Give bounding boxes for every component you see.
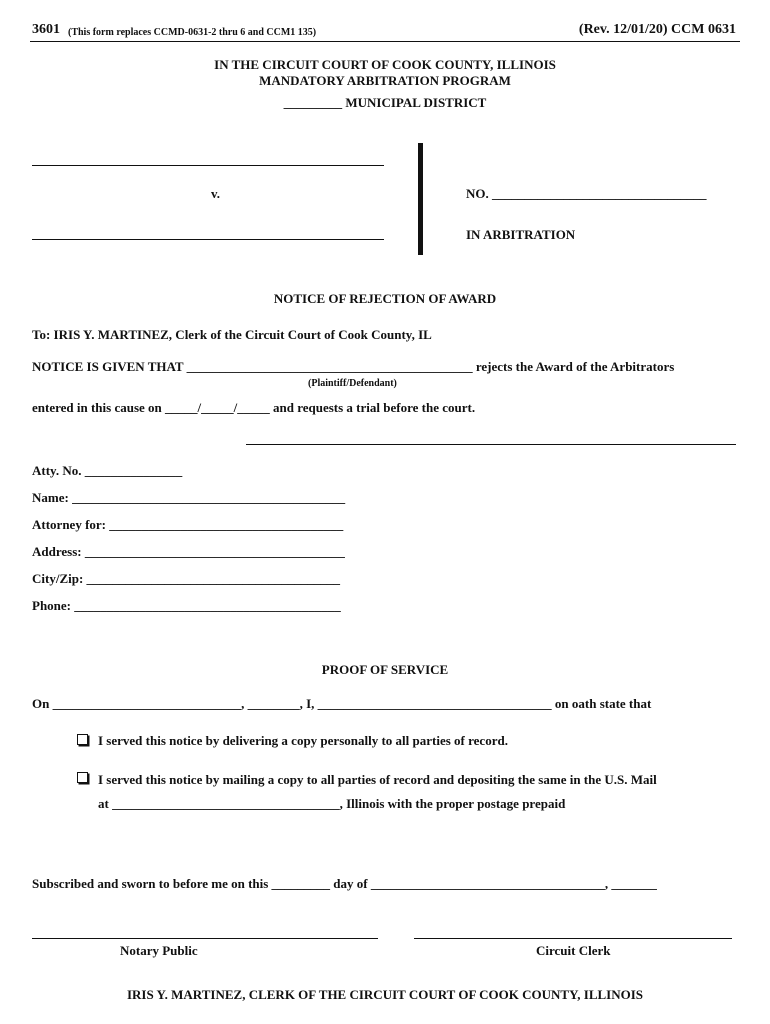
notice-given-line[interactable]: NOTICE IS GIVEN THAT ____________________________________________ rejects the Award of the Arbitrators (32, 359, 675, 374)
header-rule (30, 41, 740, 42)
mail-city-field[interactable]: at ___________________________________, Illinois with the proper postage prepaid (98, 796, 566, 811)
address-field[interactable]: Address: ________________________________________ (32, 544, 345, 559)
circuit-clerk-label: Circuit Clerk (536, 943, 611, 958)
personal-delivery-label: I served this notice by delivering a copy personally to all parties of record. (98, 733, 508, 748)
name-field[interactable]: Name: __________________________________________ (32, 490, 346, 505)
sworn-line[interactable]: Subscribed and sworn to before me on this _________ day of ____________________________________, _______ (32, 876, 657, 891)
notary-field-text (32, 922, 331, 938)
form-number: 3601 (32, 22, 60, 37)
clerk-field-text (414, 922, 687, 938)
oath-line[interactable]: On _____________________________, ________, I, ____________________________________ on oath state that (32, 696, 652, 711)
notice-title: NOTICE OF REJECTION OF AWARD (273, 291, 497, 306)
versus-label: v. (211, 186, 221, 201)
defendant-field-text (32, 223, 338, 239)
mail-delivery-label: I served this notice by mailing a copy to all parties of record and depositing the same in the U.S. Mail (98, 772, 657, 787)
proof-title: PROOF OF SERVICE (321, 662, 449, 677)
plaintiff-field[interactable] (32, 165, 384, 166)
notice-to-line: To: IRIS Y. MARTINEZ, Clerk of the Circuit Court of Cook County, IL (32, 327, 432, 342)
signature-field-text (246, 428, 656, 444)
form-replaces-note: (This form replaces CCMD-0631-2 thru 6 and CCM1 135) (68, 27, 317, 38)
personal-delivery-checkbox[interactable] (77, 734, 88, 745)
attorney-for-field[interactable]: Attorney for: ____________________________________ (32, 517, 344, 532)
plaintiff-field-text (32, 149, 338, 165)
signature-field[interactable] (246, 444, 736, 445)
phone-field[interactable]: Phone: _________________________________________ (32, 598, 341, 613)
defendant-field[interactable] (32, 239, 384, 240)
plaintiff-defendant-hint: (Plaintiff/Defendant) (308, 378, 397, 389)
court-title: IN THE CIRCUIT COURT OF COOK COUNTY, ILLINOIS (214, 57, 556, 72)
in-arbitration-label: IN ARBITRATION (466, 227, 576, 242)
city-zip-field[interactable]: City/Zip: _______________________________________ (32, 571, 341, 586)
entered-date-line[interactable]: entered in this cause on _____/_____/_____ and requests a trial before the court. (32, 400, 476, 415)
mail-delivery-checkbox[interactable] (77, 772, 88, 783)
clerk-signature-field[interactable] (414, 938, 732, 939)
program-title: MANDATORY ARBITRATION PROGRAM (259, 73, 511, 88)
notary-signature-field[interactable] (32, 938, 378, 939)
municipal-district: _________ MUNICIPAL DISTRICT (283, 95, 487, 110)
notary-public-label: Notary Public (120, 943, 198, 958)
caption-divider (418, 143, 423, 255)
atty-no-field[interactable]: Atty. No. _______________ (32, 463, 183, 478)
case-number-field[interactable]: NO. _________________________________ (466, 186, 707, 201)
form-revision: (Rev. 12/01/20) CCM 0631 (578, 22, 736, 37)
footer-clerk: IRIS Y. MARTINEZ, CLERK OF THE CIRCUIT COURT OF COOK COUNTY, ILLINOIS (126, 987, 644, 1002)
